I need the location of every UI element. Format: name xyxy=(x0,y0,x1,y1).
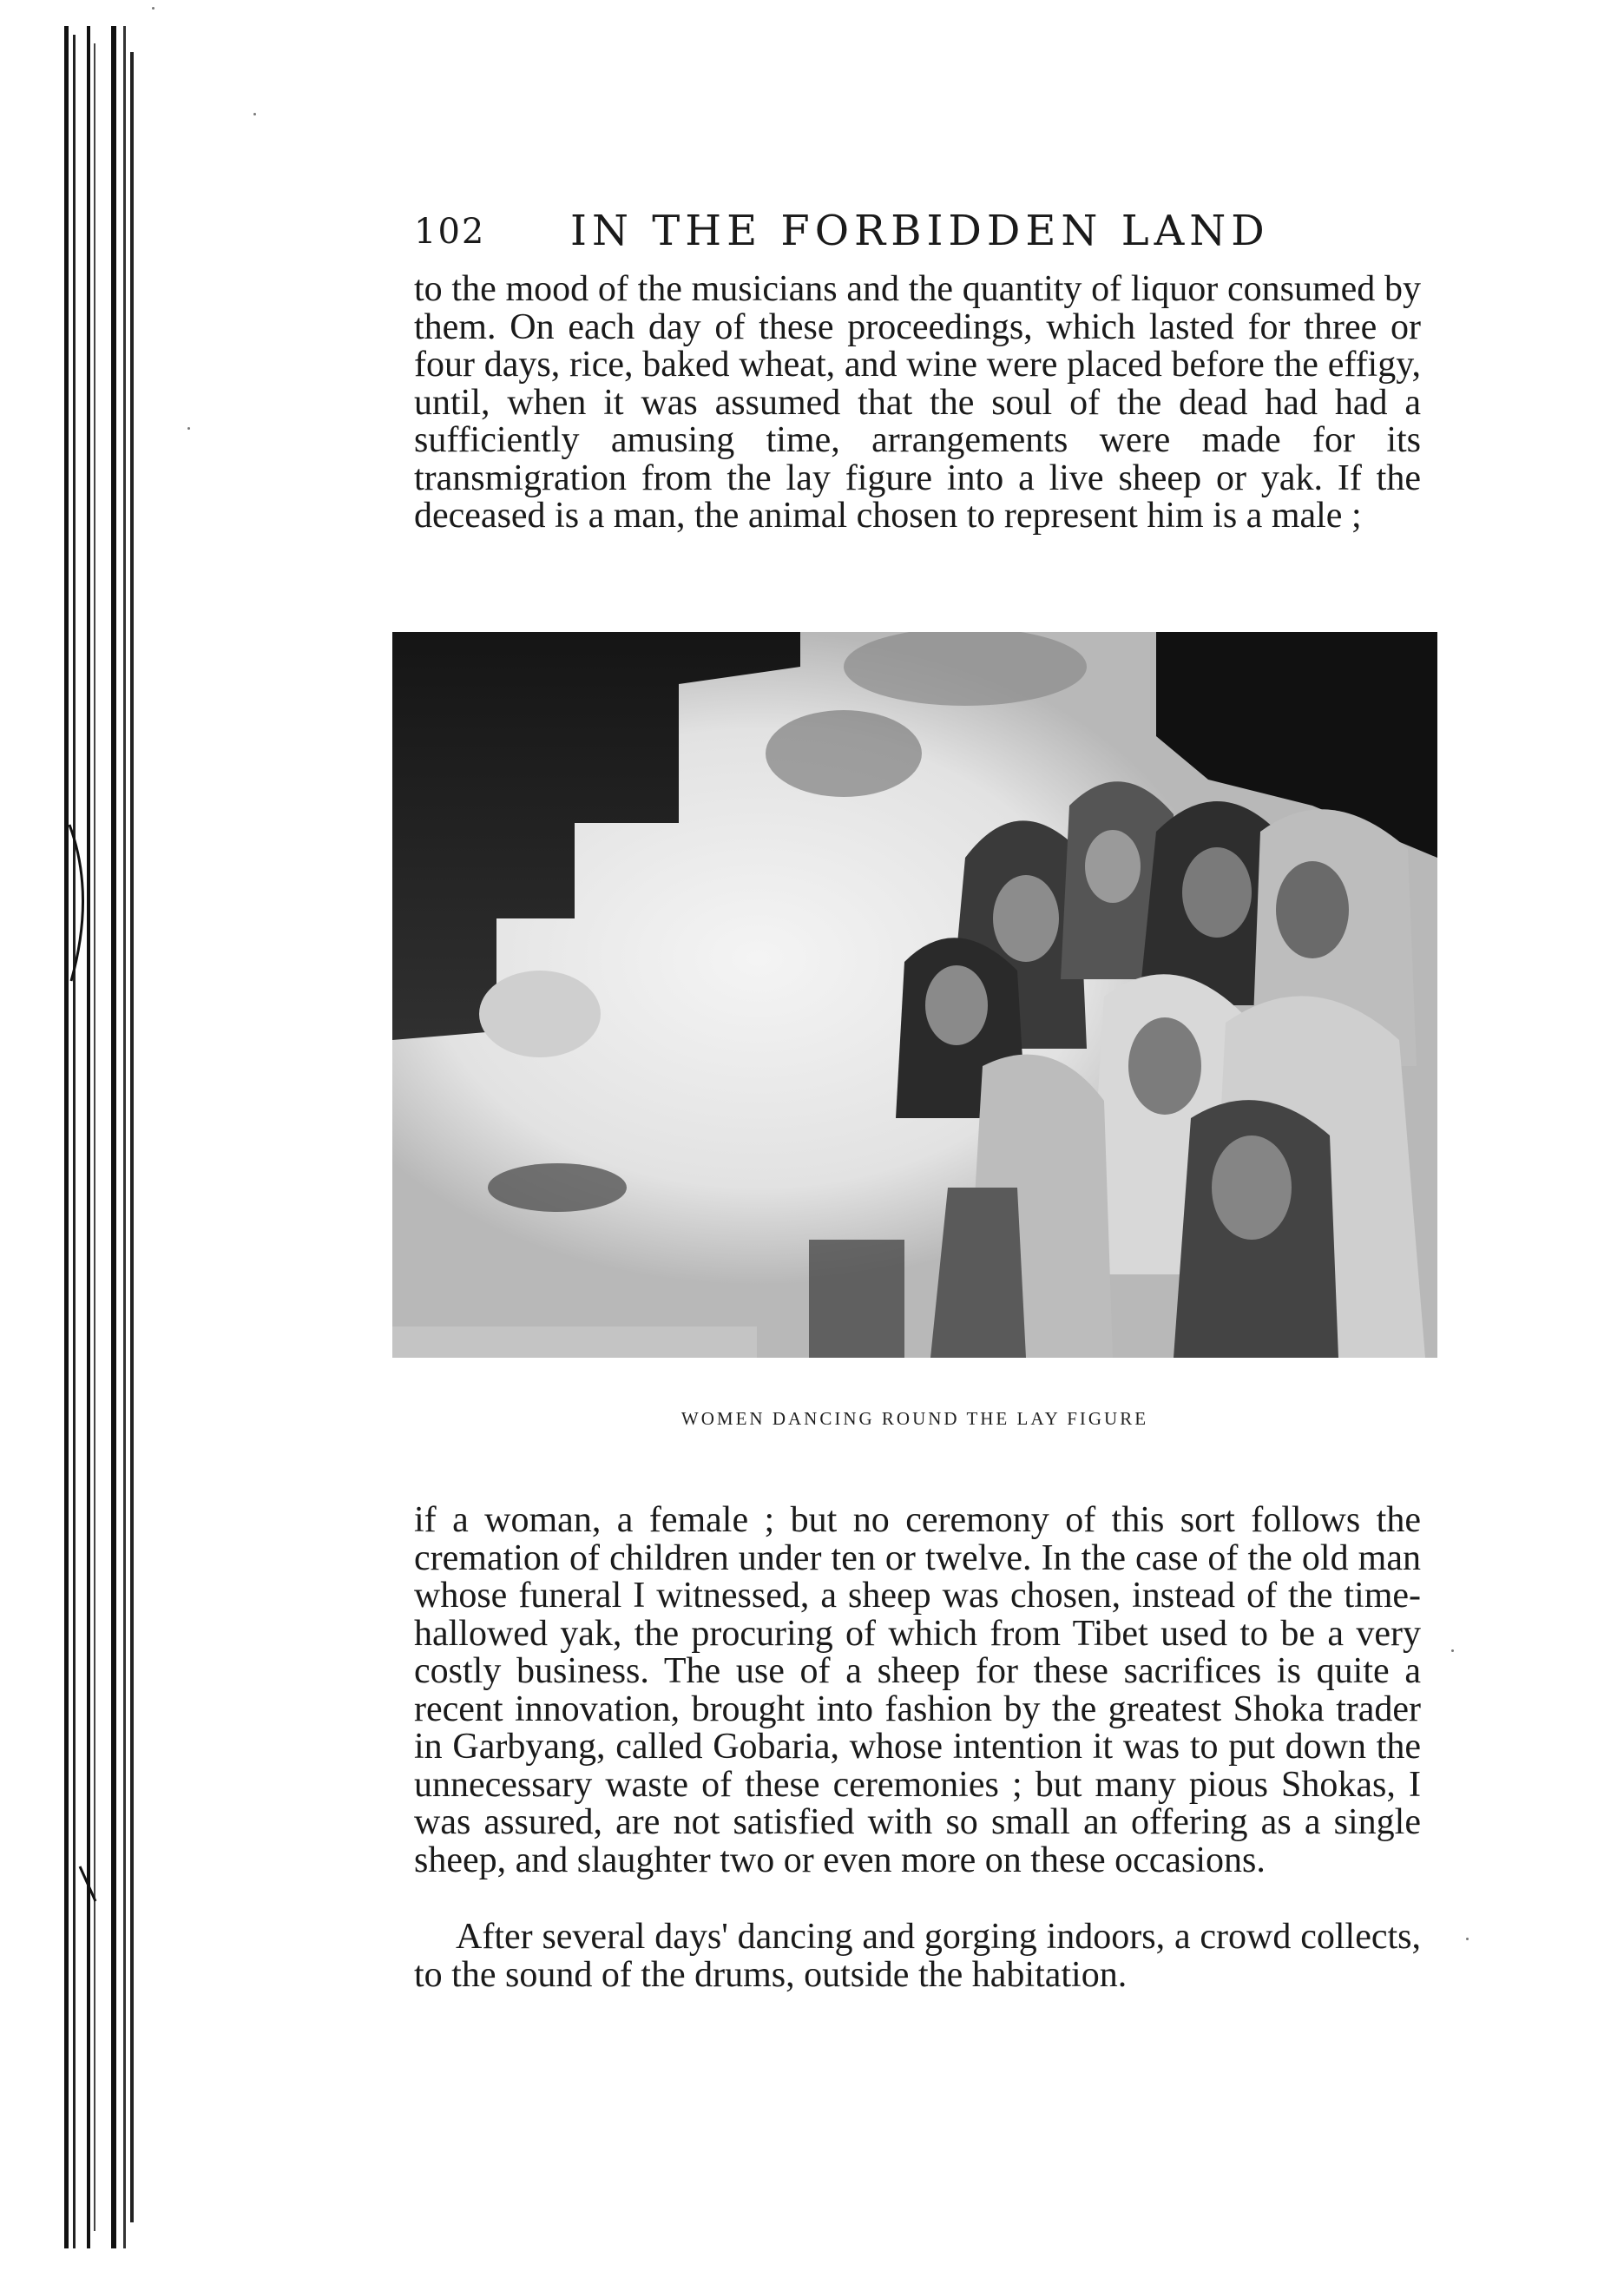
scan-speck xyxy=(253,113,256,115)
scan-speck xyxy=(1451,1649,1454,1652)
paragraph-last: After several days' dancing and gorging indoors, a crowd collects, to the sound of the drums, outside the habitation. xyxy=(414,1917,1421,1995)
figure-caption: WOMEN DANCING ROUND THE LAY FIGURE xyxy=(681,1408,1149,1429)
scan-speck xyxy=(152,7,155,10)
photo-plate xyxy=(392,632,1437,1358)
paragraph-top: to the mood of the musicians and the quantity of liquor consumed by them. On each day of these proceedings, which lasted for three or four days, rice, baked wheat, and wine were placed before the effigy, until, when it was assumed that the soul of the dead had had a sufficiently amusing time, arrangements were made for its transmigration from the lay figure into a live sheep or yak. If the deceased is a man, the animal chosen to represent him is a male ; xyxy=(414,269,1421,536)
scan-speck xyxy=(187,427,190,430)
page-number: 102 xyxy=(414,212,486,252)
page-header xyxy=(414,207,1404,267)
paragraph-bottom: if a woman, a female ; but no ceremony of this sort follows the cremation of children under ten or twelve. In the case of the old man whose funeral I witnessed, a sheep was chosen, instead of the time-hallowed yak, the procuring of which from Tibet used to be a very costly business. The use of a sheep for these sacrifices is quite a recent innovation, brought into fashion by the greatest Shoka trader in Garbyang, called Gobaria, whose intention it was to put down the unnecessary waste of these ceremonies ; but many pious Shokas, I was assured, are not satisfied with so small an offering as a single sheep, and slaughter two or even more on these occasions. xyxy=(414,1500,1421,1880)
book-spine-edge xyxy=(61,26,139,2248)
running-title: IN THE FORBIDDEN LAND xyxy=(570,207,1270,255)
photo-women-dancing xyxy=(392,632,1437,1358)
scan-speck xyxy=(1466,1938,1469,1940)
